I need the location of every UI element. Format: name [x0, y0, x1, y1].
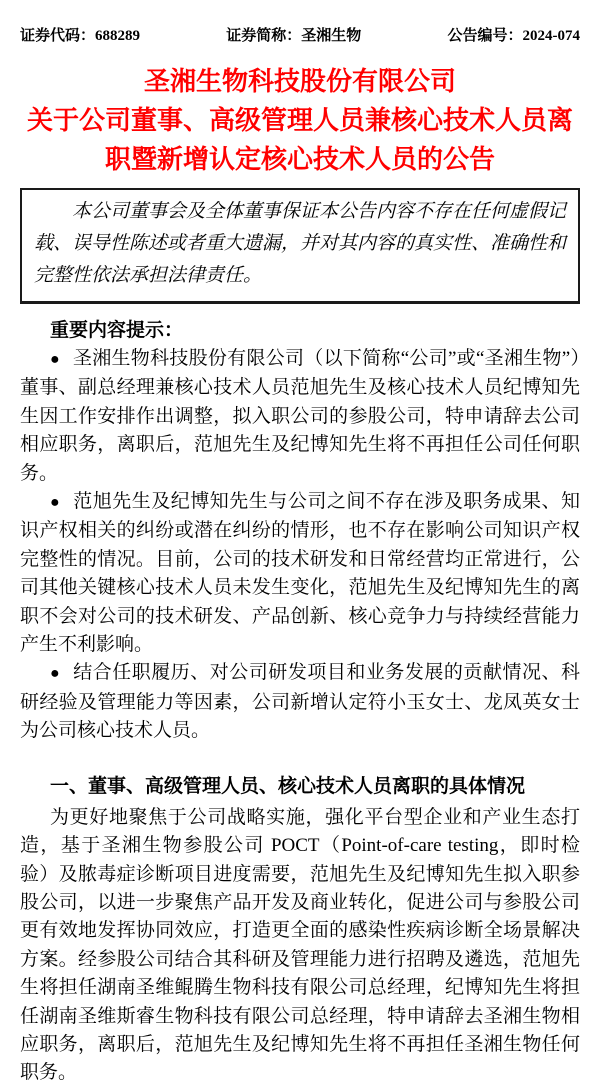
important-notice-heading: 重要内容提示： [50, 320, 184, 341]
document-title [20, 62, 580, 179]
section-one-heading: 一、董事、高级管理人员、核心技术人员离职的具体情况 [50, 775, 526, 797]
bullet-icon: ● [50, 665, 61, 683]
notice-bullet-text: 圣湘生物科技股份有限公司（以下简称“公司”或“圣湘生物”）董事、副总经理兼核心技术人员范旭先生及核心技术人员纪博知先生因工作安排作出调整，拟入职公司的参股公司，特申请辞去公司相应职务，离职后，范旭先生及纪博知先生将不再担任公司任何职务。 [20, 348, 581, 484]
document-meta-header [20, 26, 580, 46]
notice-bullet-item [20, 345, 580, 488]
notice-bullet-item [20, 659, 580, 745]
stock-code: 证券代码：688289 [20, 28, 141, 44]
notice-bullet-item [20, 488, 580, 659]
notice-bullet-text: 范旭先生及纪博知先生与公司之间不存在涉及职务成果、知识产权相关的纠纷或潜在纠纷的情形，也不存在影响公司知识产权完整性的情况。目前，公司的技术研发和日常经营均正常进行，公司其他关键核心技术人员未发生变化，范旭先生及纪博知先生的离职不会对公司的技术研发、产品创新、核心竞争力与持续经营能力产生不利影响。 [20, 491, 580, 656]
section-one-paragraph: 为更好地聚焦于公司战略实施，强化平台型企业和产业生态打造，基于圣湘生物参股公司 POCT（Point-of-care testing，即时检验）及脓毒症诊断项目进度需要，范旭先生及纪博知先生拟入职参股公司，以进一步聚焦产品开发及商业转化，促进公司与参股公司更有效地发挥协同效应，打造更全面的感染性疾病诊断全场景解决方案。经参股公司结合其科研及管理能力进行招聘及遴选，范旭先生将担任湖南圣维鲲腾生物科技有限公司总经理，纪博知先生将担任湖南圣维斯睿生物科技有限公司总经理，特申请辞去圣湘生物相应职务，离职后，范旭先生及纪博知先生将不再担任圣湘生物任何职务。 [20, 806, 580, 1084]
stock-short-name: 证券简称：圣湘生物 [226, 28, 362, 44]
notice-bullet-text: 结合任职履历、对公司研发项目和业务发展的贡献情况、科研经验及管理能力等因素，公司新增认定符小玉女士、龙凤英女士为公司核心技术人员。 [20, 662, 580, 742]
document-title-line-1: 圣湘生物科技股份有限公司 [143, 66, 456, 96]
document-title-line-2: 关于公司董事、高级管理人员兼核心技术人员离 [26, 105, 573, 135]
bullet-icon: ● [50, 494, 61, 512]
board-disclaimer-box [20, 188, 580, 304]
board-disclaimer-text: 本公司董事会及全体董事保证本公告内容不存在任何虚假记载、误导性陈述或者重大遗漏，并对其内容的真实性、准确性和完整性依法承担法律责任。 [34, 201, 567, 286]
document-title-line-3: 职暨新增认定核心技术人员的公告 [104, 144, 495, 174]
bullet-icon: ● [50, 351, 60, 368]
announcement-number: 公告编号：2024-074 [447, 28, 580, 44]
